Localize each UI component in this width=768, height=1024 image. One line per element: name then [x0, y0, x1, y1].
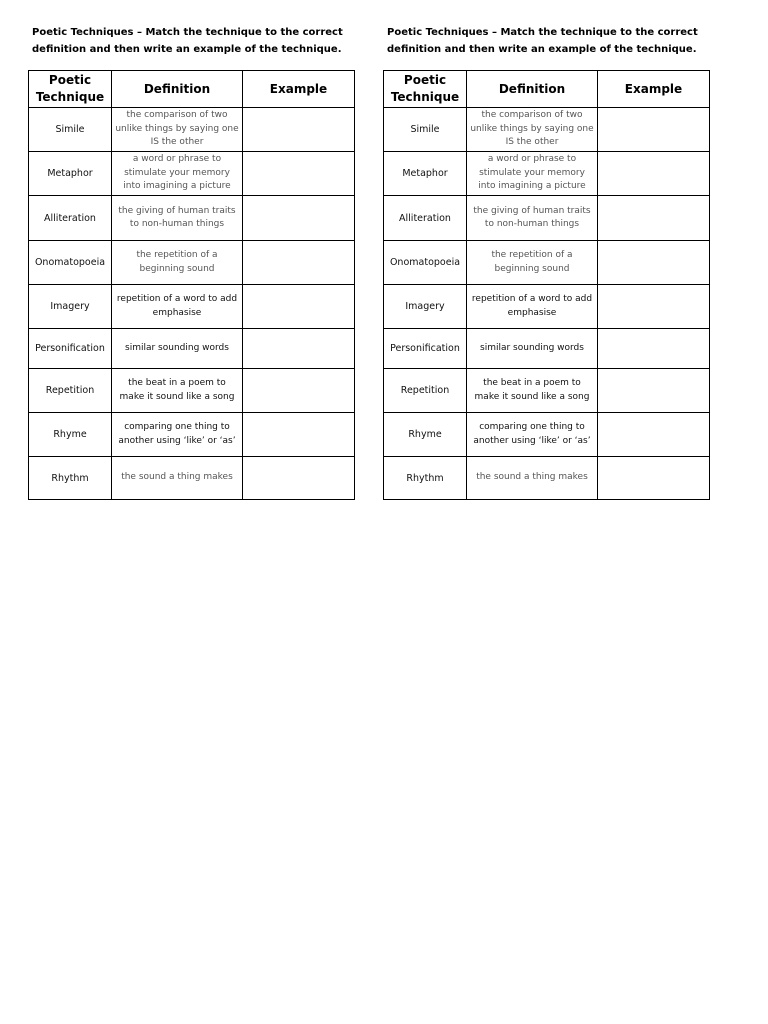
definition-cell: the repetition of a beginning sound — [112, 241, 243, 285]
example-cell[interactable] — [243, 457, 355, 500]
definition-cell: similar sounding words — [467, 329, 598, 369]
example-cell[interactable] — [598, 369, 710, 413]
technique-cell: Rhythm — [384, 457, 467, 500]
header-technique: Poetic Technique — [29, 71, 112, 108]
table-row — [29, 413, 355, 457]
table-row — [384, 108, 710, 152]
definition-cell: the beat in a poem to make it sound like a song — [112, 369, 243, 413]
worksheet-right — [383, 24, 711, 500]
definition-cell: the sound a thing makes — [467, 457, 598, 500]
example-cell[interactable] — [598, 241, 710, 285]
definition-cell: the beat in a poem to make it sound like a song — [467, 369, 598, 413]
example-cell[interactable] — [243, 152, 355, 196]
technique-cell: Simile — [29, 108, 112, 152]
definition-cell: the repetition of a beginning sound — [467, 241, 598, 285]
table-row — [29, 457, 355, 500]
header-example: Example — [243, 71, 355, 108]
definition-cell: comparing one thing to another using ‘like’ or ‘as’ — [112, 413, 243, 457]
example-cell[interactable] — [243, 108, 355, 152]
table-row — [29, 285, 355, 329]
technique-cell: Onomatopoeia — [384, 241, 467, 285]
instructions-text: Poetic Techniques – Match the technique to the correct definition and then write an example of the technique. — [387, 27, 698, 55]
example-cell[interactable] — [243, 241, 355, 285]
technique-cell: Repetition — [29, 369, 112, 413]
table-row — [384, 196, 710, 241]
example-cell[interactable] — [598, 196, 710, 241]
technique-cell: Onomatopoeia — [29, 241, 112, 285]
definition-cell: a word or phrase to stimulate your memory into imagining a picture — [467, 152, 598, 196]
instructions-text: Poetic Techniques – Match the technique to the correct definition and then write an example of the technique. — [32, 27, 343, 55]
technique-cell: Simile — [384, 108, 467, 152]
table-row — [29, 196, 355, 241]
technique-cell: Personification — [384, 329, 467, 369]
definition-cell: the giving of human traits to non-human things — [112, 196, 243, 241]
definition-cell: the comparison of two unlike things by saying one IS the other — [112, 108, 243, 152]
technique-cell: Rhyme — [29, 413, 112, 457]
table-row — [384, 241, 710, 285]
example-cell[interactable] — [598, 152, 710, 196]
definition-cell: repetition of a word to add emphasise — [112, 285, 243, 329]
table-row — [384, 457, 710, 500]
example-cell[interactable] — [243, 329, 355, 369]
example-cell[interactable] — [243, 196, 355, 241]
example-cell[interactable] — [243, 413, 355, 457]
table-row — [384, 152, 710, 196]
header-technique: Poetic Technique — [384, 71, 467, 108]
table-row — [384, 369, 710, 413]
example-cell[interactable] — [243, 369, 355, 413]
definition-cell: comparing one thing to another using ‘like’ or ‘as’ — [467, 413, 598, 457]
technique-cell: Imagery — [384, 285, 467, 329]
technique-cell: Rhythm — [29, 457, 112, 500]
technique-cell: Alliteration — [384, 196, 467, 241]
definition-cell: repetition of a word to add emphasise — [467, 285, 598, 329]
example-cell[interactable] — [243, 285, 355, 329]
example-cell[interactable] — [598, 285, 710, 329]
example-cell[interactable] — [598, 413, 710, 457]
table-row — [29, 369, 355, 413]
definition-cell: the sound a thing makes — [112, 457, 243, 500]
header-definition: Definition — [112, 71, 243, 108]
definition-cell: the comparison of two unlike things by saying one IS the other — [467, 108, 598, 152]
technique-cell: Rhyme — [384, 413, 467, 457]
technique-cell: Alliteration — [29, 196, 112, 241]
example-cell[interactable] — [598, 329, 710, 369]
technique-cell: Metaphor — [29, 152, 112, 196]
header-example: Example — [598, 71, 710, 108]
technique-cell: Imagery — [29, 285, 112, 329]
example-cell[interactable] — [598, 108, 710, 152]
definition-cell: the giving of human traits to non-human things — [467, 196, 598, 241]
definition-cell: similar sounding words — [112, 329, 243, 369]
techniques-table — [383, 70, 710, 500]
example-cell[interactable] — [598, 457, 710, 500]
table-row — [384, 413, 710, 457]
table-row — [29, 152, 355, 196]
table-row — [29, 241, 355, 285]
table-row — [384, 329, 710, 369]
technique-cell: Metaphor — [384, 152, 467, 196]
table-row — [29, 108, 355, 152]
header-definition: Definition — [467, 71, 598, 108]
table-header-row — [29, 71, 355, 108]
worksheet-left — [28, 24, 356, 500]
table-row — [384, 285, 710, 329]
definition-cell: a word or phrase to stimulate your memory into imagining a picture — [112, 152, 243, 196]
technique-cell: Personification — [29, 329, 112, 369]
table-row — [29, 329, 355, 369]
technique-cell: Repetition — [384, 369, 467, 413]
table-header-row — [384, 71, 710, 108]
techniques-table — [28, 70, 355, 500]
